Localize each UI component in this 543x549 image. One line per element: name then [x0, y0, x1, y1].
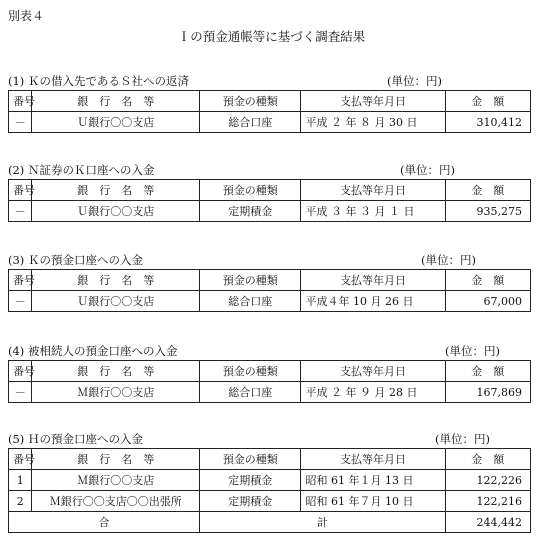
table-row — [9, 201, 531, 222]
cell-bank: Ｍ銀行〇〇支店 — [32, 382, 200, 403]
header-row — [9, 270, 531, 291]
cell-date: 平成 ２ 年 ９ 月 28 日 — [301, 382, 445, 403]
header-bank: 銀 行 名 等 — [32, 449, 200, 470]
header-amount: 金 額 — [445, 449, 530, 470]
section-title: (1) Ｋの借入先であるＳ社への返済 — [8, 74, 189, 88]
header-row — [9, 180, 531, 201]
data-table — [8, 269, 531, 312]
unit-label: (単位：円) — [421, 253, 476, 267]
unit-label: (単位：円) — [400, 163, 455, 177]
cell-amount: 122,226 — [445, 470, 530, 491]
header-bank: 銀 行 名 等 — [32, 270, 200, 291]
cell-no: － — [9, 291, 32, 312]
header-no: 番号 — [9, 180, 32, 201]
table-row — [9, 491, 531, 512]
cell-amount: 67,000 — [445, 291, 530, 312]
total-row — [9, 512, 531, 533]
cell-kind: 定期積金 — [200, 491, 301, 512]
section-1 — [8, 72, 531, 133]
header-kind: 預金の種類 — [200, 449, 301, 470]
header-kind: 預金の種類 — [200, 361, 301, 382]
section-title: (3) Ｋの預金口座への入金 — [8, 253, 143, 267]
header-date: 支払等年月日 — [301, 180, 445, 201]
total-label-left: 合 — [98, 516, 110, 529]
table-row — [9, 291, 531, 312]
cell-no: － — [9, 201, 32, 222]
cell-kind: 総合口座 — [200, 382, 301, 403]
header-amount: 金 額 — [445, 180, 530, 201]
total-label-right: 計 — [316, 516, 328, 529]
cell-kind: 総合口座 — [200, 291, 301, 312]
header-kind: 預金の種類 — [200, 91, 301, 112]
cell-kind: 定期積金 — [200, 201, 301, 222]
cell-bank: Ｕ銀行〇〇支店 — [32, 291, 200, 312]
section-title: (5) Ｈの預金口座への入金 — [8, 432, 143, 446]
header-row — [9, 361, 531, 382]
table-row — [9, 382, 531, 403]
section-title: (2) Ｎ証券のＫ口座への入金 — [8, 163, 155, 177]
header-bank: 銀 行 名 等 — [32, 91, 200, 112]
header-amount: 金 額 — [445, 361, 530, 382]
cell-date: 平成 ２ 年 ８ 月 30 日 — [301, 112, 445, 133]
cell-bank: Ｍ銀行〇〇支店〇〇出張所 — [32, 491, 200, 512]
unit-label: (単位：円) — [445, 344, 500, 358]
table-row — [9, 470, 531, 491]
header-no: 番号 — [9, 449, 32, 470]
cell-date: 昭和 61 年７月 10 日 — [301, 491, 445, 512]
cell-kind: 定期積金 — [200, 470, 301, 491]
cell-no: 2 — [9, 491, 32, 512]
document-title: Ｉの預金通帳等に基づく調査結果 — [177, 29, 366, 44]
section-title: (4) 被相続人の預金口座への入金 — [8, 344, 178, 358]
header-no: 番号 — [9, 361, 32, 382]
data-table — [8, 360, 531, 403]
header-no: 番号 — [9, 270, 32, 291]
header-amount: 金 額 — [445, 91, 530, 112]
cell-amount: 310,412 — [445, 112, 530, 133]
cell-bank: Ｍ銀行〇〇支店 — [32, 470, 200, 491]
header-date: 支払等年月日 — [301, 270, 445, 291]
cell-amount: 935,275 — [445, 201, 530, 222]
cell-no: － — [9, 112, 32, 133]
header-amount: 金 額 — [445, 270, 530, 291]
document-label: 別表４ — [8, 9, 45, 23]
cell-bank: Ｕ銀行〇〇支店 — [32, 201, 200, 222]
section-2 — [8, 161, 531, 222]
cell-bank: Ｕ銀行〇〇支店 — [32, 112, 200, 133]
cell-date: 平成４年 10 月 26 日 — [301, 291, 445, 312]
section-5 — [8, 430, 531, 533]
header-date: 支払等年月日 — [301, 361, 445, 382]
cell-amount: 122,216 — [445, 491, 530, 512]
header-bank: 銀 行 名 等 — [32, 180, 200, 201]
data-table — [8, 90, 531, 133]
unit-label: (単位：円) — [435, 432, 490, 446]
section-3 — [8, 251, 531, 312]
total-amount: 244,442 — [445, 512, 530, 533]
header-row — [9, 91, 531, 112]
header-row — [9, 449, 531, 470]
cell-kind: 総合口座 — [200, 112, 301, 133]
cell-no: 1 — [9, 470, 32, 491]
section-4 — [8, 342, 531, 403]
data-table — [8, 448, 531, 533]
data-table — [8, 179, 531, 222]
cell-no: － — [9, 382, 32, 403]
header-date: 支払等年月日 — [301, 91, 445, 112]
header-kind: 預金の種類 — [200, 270, 301, 291]
cell-date: 昭和 61 年１月 13 日 — [301, 470, 445, 491]
header-date: 支払等年月日 — [301, 449, 445, 470]
header-kind: 預金の種類 — [200, 180, 301, 201]
header-bank: 銀 行 名 等 — [32, 361, 200, 382]
total-label-left-cell — [9, 512, 200, 533]
unit-label: (単位：円) — [387, 74, 442, 88]
cell-date: 平成 ３ 年 ３ 月 １ 日 — [301, 201, 445, 222]
table-row — [9, 112, 531, 133]
total-label-right-cell — [200, 512, 446, 533]
header-no: 番号 — [9, 91, 32, 112]
cell-amount: 167,869 — [445, 382, 530, 403]
